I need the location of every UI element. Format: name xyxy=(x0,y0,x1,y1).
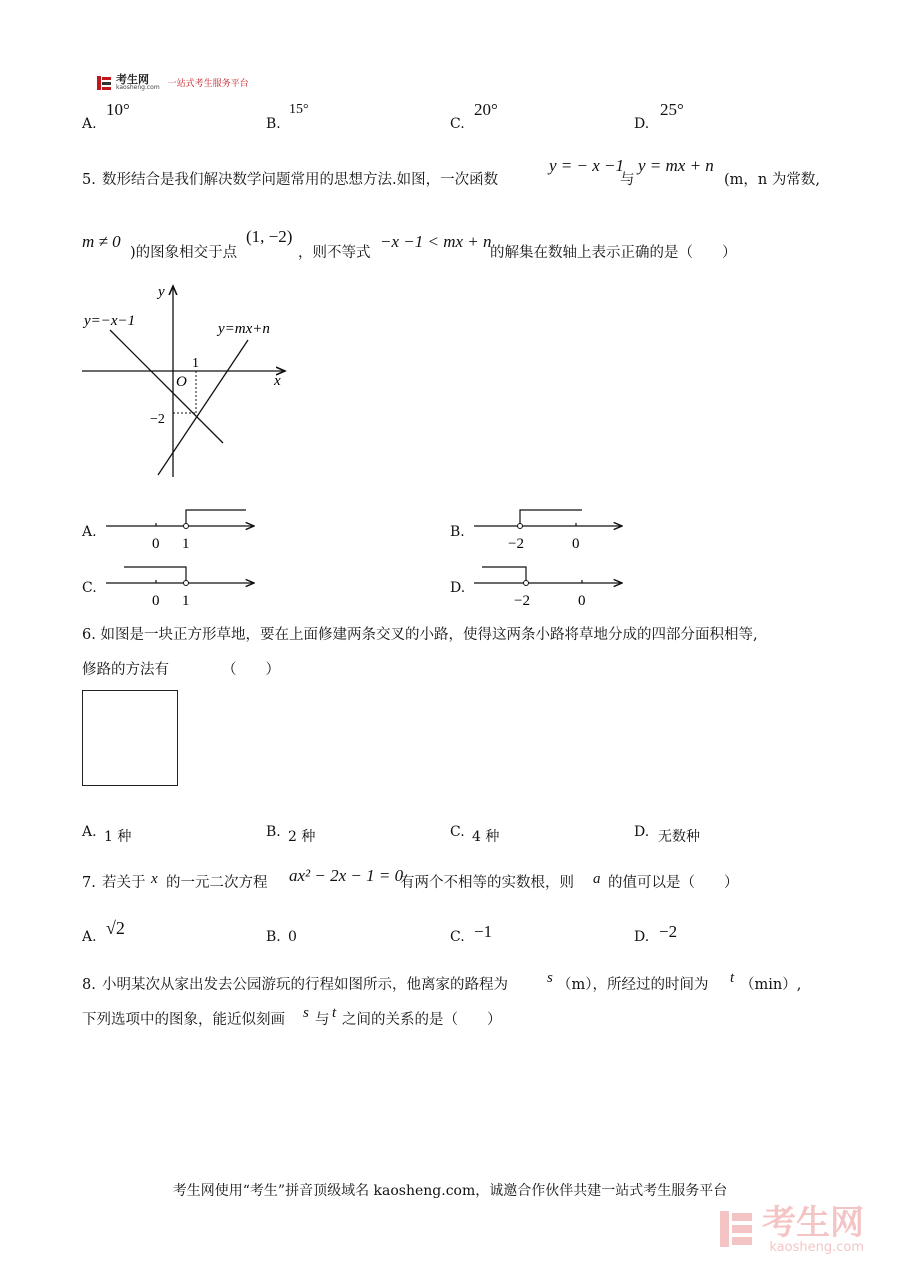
line1-label: y=−x−1 xyxy=(84,313,136,329)
q7-var-a: a xyxy=(593,871,601,887)
q8-line2-b: 与 xyxy=(315,1012,330,1028)
watermark-domain: kaosheng.com xyxy=(769,1240,864,1255)
line2-label: y=mx+n xyxy=(218,321,270,337)
q8-line2-a: 下列选项中的图象，能近似刻画 xyxy=(82,1012,285,1028)
tick-neg2: −2 xyxy=(508,536,524,552)
q5-text-4: )的图象相交于点 xyxy=(130,245,238,261)
q6-option-b-label: B. xyxy=(266,824,281,840)
q5-condition: m ≠ 0 xyxy=(82,232,121,251)
q7-text-2: 的一元二次方程 xyxy=(166,875,268,891)
page-footer: 考生网使用“考生”拼音顶级域名 kaosheng.com，诚邀合作伙伴共建一站式考生服务平台 xyxy=(172,1183,728,1199)
x-axis-label: x xyxy=(274,373,281,389)
q5-function-2: y = mx + n xyxy=(638,156,714,175)
q8-unit-s: （m），所经过的时间为 xyxy=(557,977,709,993)
q7-equation: ax² − 2x − 1 = 0 xyxy=(289,866,404,885)
q4-option-a-value: 10° xyxy=(106,100,130,119)
q6-option-a-label: A. xyxy=(82,824,97,840)
q6-option-c-label: C. xyxy=(450,824,465,840)
q5-option-d-label: D. xyxy=(450,580,466,596)
tick-label-1: 1 xyxy=(192,356,199,371)
tick-0: 0 xyxy=(578,593,586,609)
y-axis-label: y xyxy=(158,284,165,300)
q5-text-3: (m，n 为常数, xyxy=(724,172,820,188)
q6-option-b-value: 2 种 xyxy=(288,829,316,845)
q8-text-1: 小明某次从家出发去公园游玩的行程如图所示，他离家的路程为 xyxy=(102,977,508,993)
q6-line-2: 修路的方法有 xyxy=(82,662,169,678)
q7-option-b-label: B. xyxy=(266,929,281,945)
watermark-text: 考生网 xyxy=(762,1203,864,1243)
logo-domain: kaosheng.com xyxy=(116,84,160,91)
q5-function-graph xyxy=(80,282,295,482)
q7-text-4: 的值可以是（ ） xyxy=(608,875,739,891)
tick-0: 0 xyxy=(152,536,160,552)
q7-option-a-value: √2 xyxy=(106,918,125,938)
header-slogan: 一站式考生服务平台 xyxy=(167,79,249,89)
q8-line2-c: 之间的关系的是（ ） xyxy=(342,1012,502,1028)
tick-0: 0 xyxy=(572,536,580,552)
q5-text-1: 数形结合是我们解决数学问题常用的思想方法.如图，一次函数 xyxy=(102,172,499,188)
q5-inequality: −x −1 < mx + n xyxy=(380,232,492,251)
watermark-logo-icon xyxy=(718,1209,754,1253)
q6-line-1: 6. 如图是一块正方形草地，要在上面修建两条交叉的小路，使得这两条小路将草地分成的四部分面积相等, xyxy=(82,627,758,643)
tick-1: 1 xyxy=(182,593,190,609)
q5-point: (1, −2) xyxy=(246,227,293,246)
q6-option-d-value: 无数种 xyxy=(658,829,700,845)
q8-line2-t: t xyxy=(332,1005,337,1021)
q7-number: 7. xyxy=(82,875,96,891)
q7-text-3: 有两个不相等的实数根，则 xyxy=(400,875,574,891)
q5-number: 5. xyxy=(82,172,96,188)
q5-text-2: 与 xyxy=(620,172,635,188)
tick-0: 0 xyxy=(152,593,160,609)
q4-option-c-value: 20° xyxy=(474,100,498,119)
q6-square-lawn xyxy=(82,690,178,786)
q5-option-d-number-line xyxy=(472,563,632,609)
logo-icon xyxy=(96,75,112,91)
line-y-neg-x-minus-1 xyxy=(110,330,223,443)
q5-option-c-label: C. xyxy=(82,580,97,596)
q7-option-a-label: A. xyxy=(82,929,97,945)
logo-name: 考生网 xyxy=(116,73,149,86)
q8-line2-s: s xyxy=(303,1005,309,1021)
q5-option-a-label: A. xyxy=(82,524,97,540)
q5-function-1: y = − x −1 xyxy=(549,156,625,175)
q5-option-b-label: B. xyxy=(450,524,465,540)
q4-option-c-label: C. xyxy=(450,116,465,132)
q6-option-c-value: 4 种 xyxy=(472,829,500,845)
q4-option-b-label: B. xyxy=(266,116,281,132)
q5-option-b-number-line xyxy=(472,506,632,552)
q8-number: 8. xyxy=(82,977,96,993)
q7-option-c-value: −1 xyxy=(474,922,493,941)
q7-option-b-value: 0 xyxy=(288,929,297,945)
q6-option-d-label: D. xyxy=(634,824,650,840)
q5-text-5: ，则不等式 xyxy=(298,245,371,261)
q4-option-a-label: A. xyxy=(82,116,97,132)
q5-option-a-number-line xyxy=(104,506,264,552)
q7-option-c-label: C. xyxy=(450,929,465,945)
origin-label: O xyxy=(176,374,187,390)
q6-option-a-value: 1 种 xyxy=(104,829,132,845)
q8-var-s: s xyxy=(547,970,553,986)
tick-label-neg2: −2 xyxy=(150,412,165,427)
q4-option-d-value: 25° xyxy=(660,100,684,119)
q4-option-b-value: 15° xyxy=(289,102,309,117)
q5-option-c-number-line xyxy=(104,563,264,609)
tick-1: 1 xyxy=(182,536,190,552)
q6-blank: （ ） xyxy=(222,662,280,678)
q4-option-d-label: D. xyxy=(634,116,650,132)
watermark xyxy=(718,1203,864,1255)
header-logo xyxy=(96,74,249,91)
q7-var-x: x xyxy=(151,871,158,887)
q5-text-6: 的解集在数轴上表示正确的是（ ） xyxy=(490,245,737,261)
line-y-mx-plus-n xyxy=(158,340,248,475)
q7-option-d-label: D. xyxy=(634,929,650,945)
tick-neg2: −2 xyxy=(514,593,530,609)
q8-unit-t: （min）, xyxy=(740,977,802,993)
q7-option-d-value: −2 xyxy=(659,922,678,941)
q8-var-t: t xyxy=(730,970,735,986)
q7-text-1: 若关于 xyxy=(102,875,146,891)
